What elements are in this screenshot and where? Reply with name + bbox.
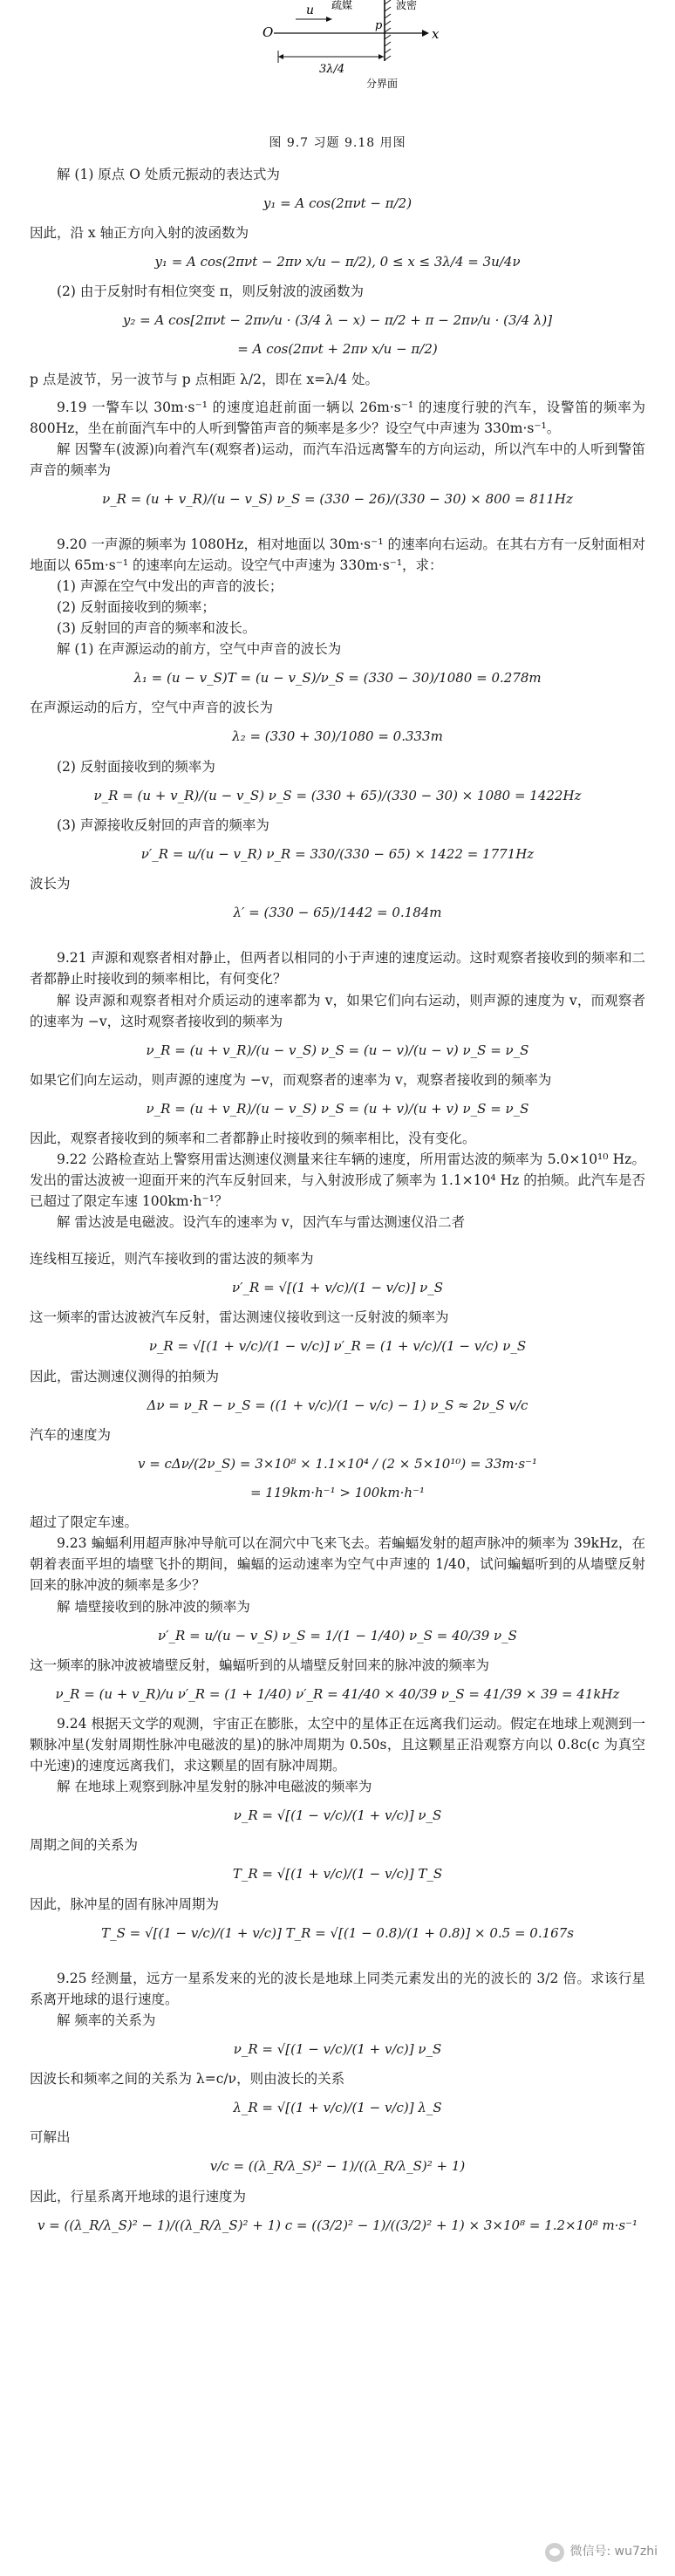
equation: = 119km·h⁻¹ > 100km·h⁻¹: [249, 1485, 426, 1501]
solution-9-23: 解 墙壁接收到的脉冲波的频率为: [57, 1598, 250, 1615]
problem-9-24: 9.24 根据天文学的观测，宇宙正在膨胀，太空中的星体正在远离我们运动。假定在地球上观测到一颗脉冲星(发射周期性脉冲电磁波的星)的脉冲周期为 0.50s，且这颗星正沿观察方向以 0.8c(c 为真空中光速)的速度远离我们，求这颗星的固有脉冲周期。: [30, 1716, 645, 1774]
solution-9-21: 解 设声源和观察者相对介质运动的速率都为 v，如果它们向右运动，则声源的速度为 v，而观察者的速率为 −v，这时观察者接收到的频率为: [30, 992, 645, 1029]
origin-label: O: [262, 24, 274, 40]
solution-9-20: 解 (1) 在声源运动的前方，空气中声音的波长为: [57, 641, 342, 658]
para: 连线相互接近，则汽车接收到的雷达波的频率为: [30, 1251, 314, 1268]
equation: ν_R = (u + v_R)/(u − v_S) ν_S = (u − v)/(u − v) ν_S = ν_S: [146, 1042, 529, 1058]
equation: λ₁ = (u − v_S)T = (u − v_S)/ν_S = (330 − 30)/1080 = 0.278m: [133, 670, 542, 687]
para: 可解出: [30, 2129, 71, 2146]
dense-medium-label: 波密: [396, 0, 418, 11]
para: 超过了限定车速。: [30, 1514, 139, 1531]
solution-9-19: 解 因警车(波源)向着汽车(观察者)运动，而汽车沿远离警车的方向运动，所以汽车中的人听到警笛声音的频率为: [30, 441, 645, 478]
para: 在声源运动的后方，空气中声音的波长为: [30, 700, 274, 716]
equation: v = ((λ_R/λ_S)² − 1)/((λ_R/λ_S)² + 1) c = ((3/2)² − 1)/((3/2)² + 1) × 3×10⁸ = 1.2×10⁸ m·s⁻¹: [37, 2217, 638, 2233]
equation: λ₂ = (330 + 30)/1080 = 0.333m: [232, 728, 443, 745]
equation: ν_R = (u + v_R)/(u − v_S) ν_S = (330 + 65)/(330 − 30) × 1080 = 1422Hz: [93, 787, 582, 803]
problem-9-23: 9.23 蝙蝠利用超声脉冲导航可以在洞穴中飞来飞去。若蝙蝠发射的超声脉冲的频率为 39kHz，在朝着表面平坦的墙壁飞扑的期间，蝙蝠的运动速率为空气中声速的 1/40，试问蝙蝠听到的从墙壁反射回来的脉冲波的频率是多少？: [30, 1535, 645, 1594]
para: p 点是波节，另一波节与 p 点相距 λ/2，即在 x=λ/4 处。: [30, 371, 378, 387]
equation: T_R = √[(1 + v/c)/(1 − v/c)] T_S: [232, 1866, 443, 1882]
para: 因此，雷达测速仪测得的拍频为: [30, 1368, 220, 1384]
equation: ν_R = (u + v_R)/u ν′_R = (1 + 1/40) ν′_R = 41/40 × 40/39 ν_S = 41/39 × 39 = 41kHz: [55, 1685, 620, 1702]
para: 周期之间的关系为: [30, 1837, 139, 1854]
solution-9-25: 解 频率的关系为: [57, 2012, 156, 2028]
solution-9-24: 解 在地球上观察到脉冲星发射的脉冲电磁波的频率为: [57, 1779, 372, 1795]
wave-reflection-diagram: [30, 0, 645, 113]
velocity-label: u: [306, 3, 315, 17]
equation: ν_R = √[(1 + v/c)/(1 − v/c)] ν′_R = (1 + v/c)/(1 − v/c) ν_S: [148, 1338, 527, 1355]
equation: ν_R = √[(1 − v/c)/(1 + v/c)] ν_S: [233, 1807, 442, 1824]
x-axis-label: x: [432, 26, 440, 42]
para: 因此，脉冲星的固有脉冲周期为: [30, 1896, 220, 1912]
para: 这一频率的脉冲波被墙壁反射，蝙蝠听到的从墙壁反射回来的脉冲波的频率为: [30, 1657, 490, 1673]
problem-9-21: 9.21 声源和观察者相对静止，但两者以相同的小于声速的速度运动。这时观察者接收到的频率和二者都静止时接收到的频率相比，有何变化？: [30, 950, 645, 987]
equation: ν′_R = √[(1 + v/c)/(1 − v/c)] ν_S: [232, 1280, 443, 1296]
list-item: (3) 反射回的声音的频率和波长。: [57, 620, 256, 637]
figure-9-7: [30, 0, 645, 131]
para: (3) 声源接收反射回的声音的频率为: [57, 817, 269, 833]
para: 解 (1) 原点 O 处质元振动的表达式为: [57, 166, 280, 182]
para: 因此，沿 x 轴正方向入射的波函数为: [30, 224, 249, 241]
equation: v = cΔν/(2ν_S) = 3×10⁸ × 1.1×10⁴ / (2 × 5×10¹⁰) = 33m·s⁻¹: [137, 1455, 538, 1472]
problem-9-19: 9.19 一警车以 30m·s⁻¹ 的速度追赶前面一辆以 26m·s⁻¹ 的速度行驶的汽车，设警笛的频率为 800Hz，坐在前面汽车中的人听到警笛声音的频率是多少？设空气中声速为 330m·s⁻¹。: [30, 399, 645, 436]
list-item: (1) 声源在空气中发出的声音的波长；: [57, 578, 283, 595]
equation: λ′ = (330 − 65)/1442 = 0.184m: [233, 905, 442, 921]
equation: v/c = ((λ_R/λ_S)² − 1)/((λ_R/λ_S)² + 1): [209, 2158, 466, 2175]
problem-9-20: 9.20 一声源的频率为 1080Hz，相对地面以 30m·s⁻¹ 的速率向右运动。在其右方有一反射面相对地面以 65m·s⁻¹ 的速率向左运动。设空气中声速为 330m·s⁻¹，求：: [30, 536, 645, 574]
equation: ν_R = √[(1 − v/c)/(1 + v/c)] ν_S: [233, 2040, 442, 2057]
para: 因此，行星系离开地球的退行速度为: [30, 2188, 247, 2204]
problem-9-22: 9.22 公路检查站上警察用雷达测速仪测量来往车辆的速度，所用雷达波的频率为 5.0×10¹⁰ Hz。发出的雷达波被一迎面开来的汽车反射回来，与入射波形成了频率为 1.1×10⁴ Hz 的拍频。此汽车是否已超过了限定车速 100km·h⁻¹？: [30, 1151, 645, 1210]
para: 汽车的速度为: [30, 1426, 112, 1443]
equation: ν_R = (u + v_R)/(u − v_S) ν_S = (330 − 26)/(330 − 30) × 800 = 811Hz: [102, 490, 573, 507]
para: 因波长和频率之间的关系为 λ=c/ν，则由波长的关系: [30, 2071, 345, 2087]
para: (2) 由于反射时有相位突变 π，则反射波的波函数为: [57, 284, 364, 300]
para: 如果它们向左运动，则声源的速度为 −v，而观察者的速率为 v，观察者接收到的频率为: [30, 1071, 552, 1088]
para: (2) 反射面接收到的频率为: [57, 758, 215, 775]
equation: ν′_R = u/(u − v_S) ν_S = 1/(1 − 1/40) ν_S = 40/39 ν_S: [158, 1627, 517, 1643]
equation: y₁ = A cos(2πνt − π/2): [262, 195, 412, 211]
list-item: (2) 反射面接收到的频率；: [57, 599, 215, 616]
equation: = A cos(2πνt + 2πν x/u − π/2): [237, 341, 438, 358]
equation: ν′_R = u/(u − v_R) ν_R = 330/(330 − 65) × 1422 = 1771Hz: [140, 845, 535, 862]
boundary-label: 分界面: [366, 78, 399, 90]
para: 波长为: [30, 876, 71, 892]
equation: T_S = √[(1 − v/c)/(1 + v/c)] T_R = √[(1 − 0.8)/(1 + 0.8)] × 0.5 = 0.167s: [101, 1924, 574, 1941]
equation: y₁ = A cos(2πνt − 2πν x/u − π/2), 0 ≤ x ≤ 3λ/4 = 3u/4ν: [154, 253, 521, 270]
wechat-icon: [545, 2543, 564, 2562]
figure-caption: 图 9.7 习题 9.18 用图: [269, 136, 406, 150]
watermark: [545, 2543, 658, 2562]
equation: Δν = ν_R − ν_S = ((1 + v/c)/(1 − v/c) − 1) ν_S ≈ 2ν_S v/c: [147, 1397, 528, 1413]
para: 这一频率的雷达波被汽车反射，雷达测速仪接收到这一反射波的频率为: [30, 1309, 449, 1326]
equation: ν_R = (u + v_R)/(u − v_S) ν_S = (u + v)/(u + v) ν_S = ν_S: [146, 1100, 529, 1117]
equation: λ_R = √[(1 + v/c)/(1 − v/c)] λ_S: [233, 2100, 442, 2116]
solution-9-22: 解 雷达波是电磁波。设汽车的速率为 v，因汽车与雷达测速仪沿二者: [57, 1214, 466, 1231]
problem-9-25: 9.25 经测量，远方一星系发来的光的波长是地球上同类元素发出的光的波长的 3/2 倍。求该行星系离开地球的退行速度。: [30, 1970, 645, 2007]
equation: y₂ = A cos[2πνt − 2πν/u · (3/4 λ − x) − π/2 + π − 2πν/u · (3/4 λ)]: [122, 312, 553, 329]
para: 因此，观察者接收到的频率和二者都静止时接收到的频率相比，没有变化。: [30, 1131, 476, 1147]
sparse-medium-label: 疏媒: [331, 0, 353, 11]
distance-label: 3λ/4: [319, 63, 345, 76]
point-p-label: p: [375, 19, 383, 32]
watermark-text: 微信号: wu7zhi: [569, 2545, 658, 2559]
